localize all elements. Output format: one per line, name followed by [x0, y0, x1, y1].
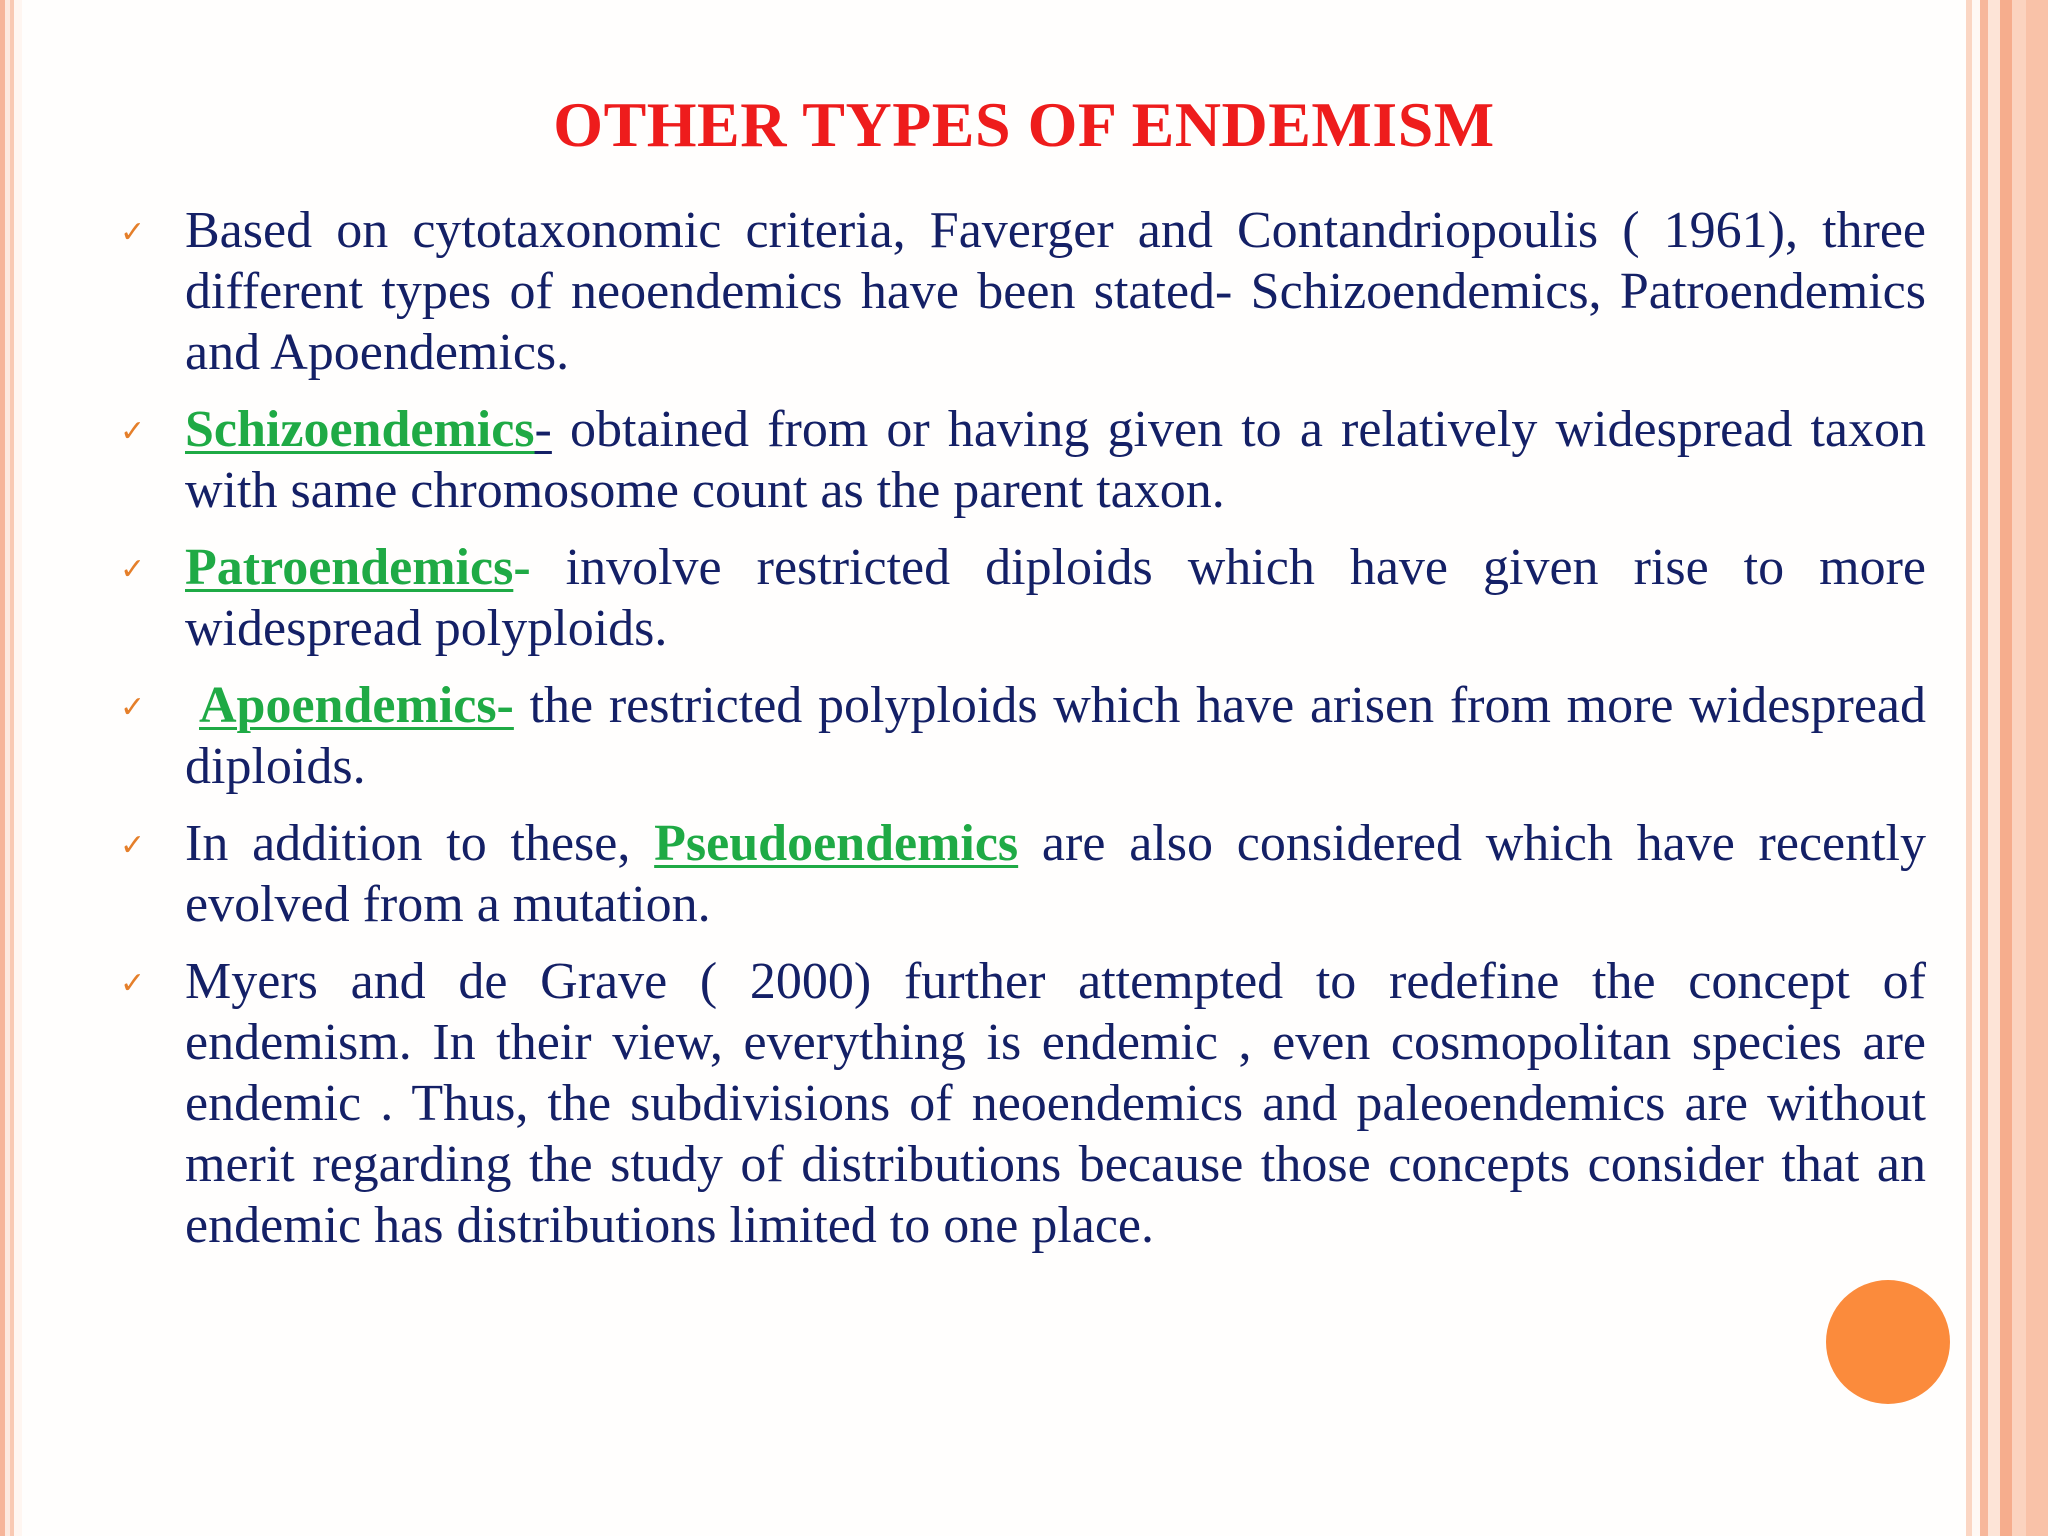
- bullet-item: [120, 200, 1926, 383]
- checkmark-icon: ✓: [120, 552, 146, 587]
- term-dash: -: [513, 539, 531, 596]
- bullet-item: [120, 399, 1926, 521]
- term-dash: -: [534, 401, 552, 458]
- bullet-item: [120, 537, 1926, 659]
- term-pseudoendemics: Pseudoendemics: [654, 815, 1019, 872]
- bullet-item: [120, 813, 1926, 935]
- checkmark-icon: ✓: [120, 966, 146, 1001]
- bullet-text: are also considered which have recently evolved from a mutation.: [185, 815, 1927, 933]
- bullet-text: Myers and de Grave ( 2000) further attempted to redefine the concept of endemism. In their view, everything is endemic , even cosmopolitan species are endemic . Thus, the subdivisions of neoendemics and paleoendemics are without merit regarding the study of distributions because those concepts consider that an endemic has distributions limited to one place.: [185, 953, 1926, 1254]
- bullet-text: obtained from or having given to a relatively widespread taxon with same chromosome count as the parent taxon.: [185, 401, 1926, 519]
- bullet-item: [120, 951, 1926, 1256]
- slide-title: OTHER TYPES OF ENDEMISM: [553, 89, 1495, 160]
- checkmark-icon: ✓: [120, 690, 146, 725]
- orange-circle-decoration: [1826, 1280, 1950, 1404]
- bullet-text: the restricted polyploids which have arisen from more widespread diploids.: [185, 677, 1926, 795]
- bullet-list: [120, 200, 1926, 1272]
- term-apoendemics: Apoendemics-: [199, 677, 514, 734]
- checkmark-icon: ✓: [120, 215, 146, 250]
- bullet-text-before: In addition to these,: [185, 815, 655, 872]
- term-schizoendemics: Schizoendemics: [185, 401, 535, 458]
- checkmark-icon: ✓: [120, 828, 146, 863]
- bullet-text: Based on cytotaxonomic criteria, Faverger and Contandriopoulis ( 1961), three different types of neoendemics have been stated- Schizoendemics, Patroendemics and Apoendemics.: [185, 202, 1926, 381]
- right-decorative-border: [1966, 0, 2048, 1536]
- checkmark-icon: ✓: [120, 414, 146, 449]
- bullet-item: [120, 675, 1926, 797]
- bullet-text: involve restricted diploids which have given rise to more widespread polyploids.: [185, 539, 1926, 657]
- left-decorative-border: [0, 0, 22, 1536]
- term-patroendemics: Patroendemics: [185, 539, 514, 596]
